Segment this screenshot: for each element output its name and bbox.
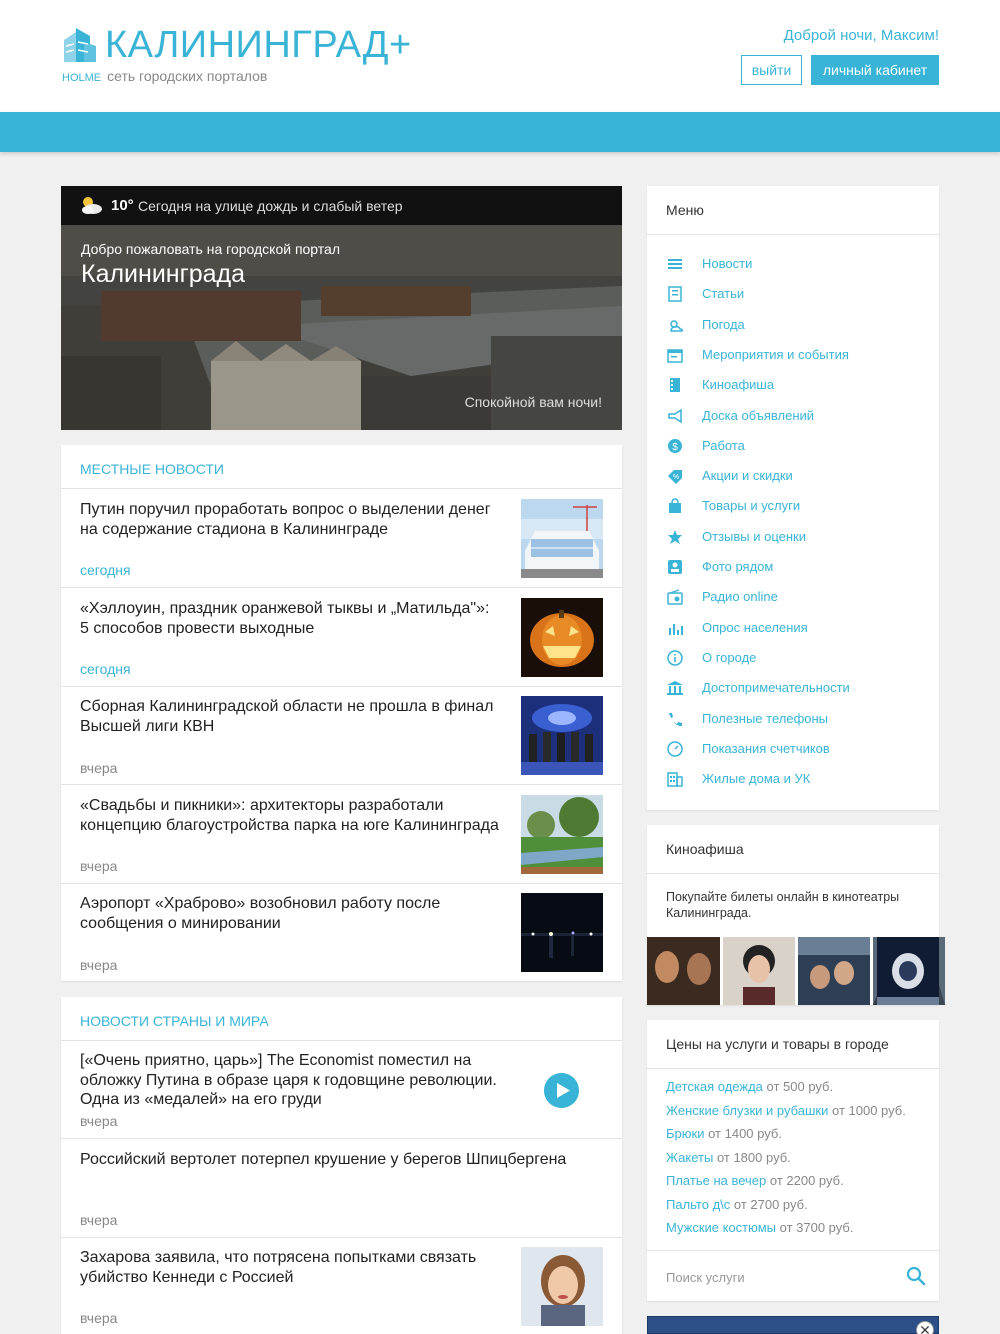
divider	[61, 784, 622, 785]
prices-card	[647, 1020, 939, 1301]
news-title[interactable]: Сборная Калининградской области не прошла в финал Высшей лиги КВН	[80, 698, 494, 735]
navigation-band	[0, 112, 1000, 152]
menu-item-label: Показания счетчиков	[702, 740, 830, 756]
news-date: вчера	[80, 1113, 118, 1129]
news-date: вчера	[80, 957, 118, 973]
menu-item-label: Фото рядом	[702, 559, 774, 574]
site-header	[0, 0, 1000, 112]
menu-item[interactable]	[666, 345, 926, 365]
menu-item[interactable]	[666, 436, 926, 456]
hero-city-title: Калининграда	[81, 260, 246, 288]
percent-tag-icon	[666, 468, 684, 484]
movie-poster[interactable]	[798, 937, 870, 1005]
price-row	[666, 1079, 833, 1094]
menu-item[interactable]	[666, 648, 926, 668]
logo-subtitle-text: сеть городских порталов	[107, 68, 268, 84]
price-value: от 3700 руб.	[779, 1220, 854, 1235]
price-value: от 1400 руб.	[708, 1126, 782, 1141]
building-icon	[666, 771, 684, 787]
menu-item-label: Доска объявлений	[702, 407, 815, 423]
menu-item-label: Полезные телефоны	[702, 710, 829, 726]
divider	[61, 686, 622, 687]
divider	[61, 1040, 622, 1041]
news-title[interactable]: «Хэллоуин, праздник оранжевой тыквы и „Матильда"»: 5 способов провести выходные	[80, 600, 490, 637]
news-title[interactable]: «Свадьбы и пикники»: архитекторы разработали концепцию благоустройства парка на юге Калининграда	[80, 797, 499, 834]
megaphone-icon	[666, 408, 684, 424]
airport-night-thumbnail[interactable]	[521, 893, 603, 972]
play-icon[interactable]	[544, 1073, 579, 1108]
svg-text:$: $	[672, 441, 678, 453]
user-greeting: Доброй ночи, Максим!	[783, 27, 939, 44]
service-search-input[interactable]: Поиск услуги	[666, 1270, 745, 1285]
menu-item-label: Товары и услуги	[702, 498, 801, 514]
price-category-link[interactable]: Платье на вечер	[666, 1173, 767, 1188]
svg-text:%: %	[672, 474, 680, 482]
price-category-link[interactable]: Мужские костюмы	[666, 1220, 777, 1235]
price-row	[666, 1103, 906, 1118]
kvn-stage-thumbnail[interactable]	[521, 696, 603, 775]
menu-item[interactable]	[666, 496, 926, 516]
price-value: от 500 руб.	[766, 1079, 834, 1094]
menu-card	[647, 186, 939, 810]
menu-item[interactable]	[666, 618, 926, 638]
menu-item-label: Мероприятия и события	[702, 346, 849, 362]
menu-item-label: Опрос населения	[702, 619, 808, 635]
hero-night-wish: Спокойной вам ночи!	[464, 394, 602, 410]
divider	[61, 883, 622, 884]
menu-item-label: Радио online	[702, 589, 778, 605]
menu-item[interactable]	[666, 769, 926, 789]
news-title[interactable]: [«Очень приятно, царь»] The Economist поместил на обложку Путина в образе царя к годовщине революции. Одна из «медалей» на его груди	[80, 1052, 497, 1108]
phone-icon	[666, 711, 684, 727]
news-date: вчера	[80, 760, 118, 776]
hero-welcome-text: Добро пожаловать на городской портал	[81, 241, 340, 257]
price-value: от 1800 руб.	[716, 1149, 791, 1165]
menu-item[interactable]	[666, 375, 926, 395]
search-icon[interactable]	[905, 1265, 927, 1287]
pumpkin-thumbnail[interactable]	[521, 598, 603, 677]
calendar-icon	[666, 347, 684, 363]
price-category-link[interactable]: Брюки	[666, 1126, 705, 1141]
price-row	[666, 1126, 782, 1141]
menu-item[interactable]	[666, 406, 926, 426]
price-value: от 2700 руб.	[733, 1196, 808, 1212]
star-icon	[666, 529, 684, 545]
hero-banner	[61, 186, 622, 430]
menu-item-label: Жилые дома и УК	[702, 771, 811, 787]
portrait-thumbnail[interactable]	[521, 1247, 603, 1326]
divider	[647, 1068, 939, 1069]
price-category-link[interactable]: Женские блузки и рубашки	[666, 1102, 829, 1118]
news-date: сегодня	[80, 562, 131, 578]
menu-item[interactable]	[666, 527, 926, 547]
world-news-heading[interactable]: НОВОСТИ СТРАНЫ И МИРА	[80, 1013, 269, 1029]
park-render-thumbnail[interactable]	[521, 795, 603, 874]
menu-item-label: Отзывы и оценки	[702, 528, 806, 544]
weather-bar[interactable]	[61, 186, 622, 225]
menu-item-label: Достопримечательности	[702, 680, 850, 696]
menu-item[interactable]	[666, 709, 926, 729]
menu-item[interactable]	[666, 466, 926, 486]
menu-item[interactable]	[666, 315, 926, 335]
price-category-link[interactable]: Детская одежда	[666, 1079, 763, 1094]
weather-description: Сегодня на улице дождь и слабый ветер	[138, 198, 403, 214]
weather-icon	[666, 317, 684, 333]
news-date: вчера	[80, 858, 118, 874]
price-value: от 2200 руб.	[769, 1173, 844, 1188]
menu-item-label: Киноафиша	[702, 377, 775, 393]
prices-heading[interactable]: Цены на услуги и товары в городе	[666, 1036, 889, 1052]
divider	[61, 488, 622, 489]
article-icon	[666, 286, 684, 302]
museum-icon	[666, 680, 684, 696]
menu-item[interactable]	[666, 587, 926, 607]
menu-item[interactable]	[666, 254, 926, 274]
menu-item[interactable]	[666, 557, 926, 577]
weather-temperature: 10°	[111, 197, 134, 214]
gauge-icon	[666, 741, 684, 757]
world-news-card	[61, 997, 622, 1334]
logo-title[interactable]: КАЛИНИНГРАД+	[105, 24, 412, 66]
menu-item-label: Акции и скидки	[702, 468, 793, 484]
news-title[interactable]: Путин поручил проработать вопрос о выделении денег на содержание стадиона в Калининграде	[80, 501, 491, 538]
price-row	[666, 1220, 853, 1235]
logo-buildings-icon[interactable]	[62, 26, 98, 64]
news-date: вчера	[80, 1212, 118, 1228]
menu-heading: Меню	[666, 202, 704, 218]
news-title[interactable]: Российский вертолет потерпел крушение у берегов Шпицбергена	[80, 1151, 567, 1168]
movie-poster[interactable]	[647, 937, 720, 1005]
news-title[interactable]: Аэропорт «Храброво» возобновил работу после сообщения о минировании	[80, 895, 441, 932]
movie-poster[interactable]	[877, 937, 939, 1005]
bar-chart-icon	[666, 620, 684, 636]
partly-cloudy-icon	[79, 194, 103, 216]
menu-item-label: О городе	[702, 649, 757, 665]
menu-item-label: Работа	[702, 437, 745, 453]
news-date: сегодня	[80, 661, 131, 677]
local-news-card	[61, 445, 622, 981]
radio-icon	[666, 589, 684, 605]
logo-subtitle	[62, 68, 267, 84]
news-title[interactable]: Захарова заявила, что потрясена попытками связать убийство Кеннеди с Россией	[80, 1249, 477, 1286]
price-row	[666, 1197, 808, 1212]
price-row	[666, 1173, 844, 1188]
cinema-promo-text: Покупайте билеты онлайн в кинотеатры Калининграда.	[666, 890, 900, 920]
menu-item[interactable]	[666, 284, 926, 304]
divider	[647, 1250, 939, 1251]
local-news-heading[interactable]: МЕСТНЫЕ НОВОСТИ	[80, 461, 224, 477]
brand-label: HOLME	[62, 72, 102, 84]
personal-cabinet-button[interactable]: личный кабинет	[811, 55, 939, 85]
price-value: от 1000 руб.	[832, 1102, 906, 1118]
movie-poster[interactable]	[723, 937, 795, 1005]
divider	[647, 234, 939, 235]
news-date: вчера	[80, 1310, 118, 1326]
menu-item-label: Погода	[702, 316, 745, 332]
shopping-bag-icon	[666, 498, 684, 514]
price-category-link[interactable]: Жакеты	[666, 1149, 714, 1165]
info-icon	[666, 650, 684, 666]
menu-item-label: Статьи	[702, 286, 745, 302]
cinema-heading[interactable]: Киноафиша	[666, 841, 744, 857]
dollar-icon	[666, 438, 684, 454]
divider	[61, 587, 622, 588]
film-icon	[666, 377, 684, 393]
person-photo-icon	[666, 559, 684, 575]
list-icon	[666, 256, 684, 272]
close-icon[interactable]	[916, 1321, 934, 1334]
divider	[61, 1138, 622, 1139]
menu-item-label: Новости	[702, 256, 753, 271]
menu-item[interactable]	[666, 678, 926, 698]
logout-button[interactable]: выйти	[741, 55, 802, 85]
advertisement-banner[interactable]	[647, 1316, 939, 1334]
price-category-link[interactable]: Пальто д\с	[666, 1196, 731, 1212]
stadium-thumbnail[interactable]	[521, 499, 603, 578]
divider	[61, 1237, 622, 1238]
price-row	[666, 1150, 791, 1165]
divider	[647, 873, 939, 874]
menu-item[interactable]	[666, 739, 926, 759]
